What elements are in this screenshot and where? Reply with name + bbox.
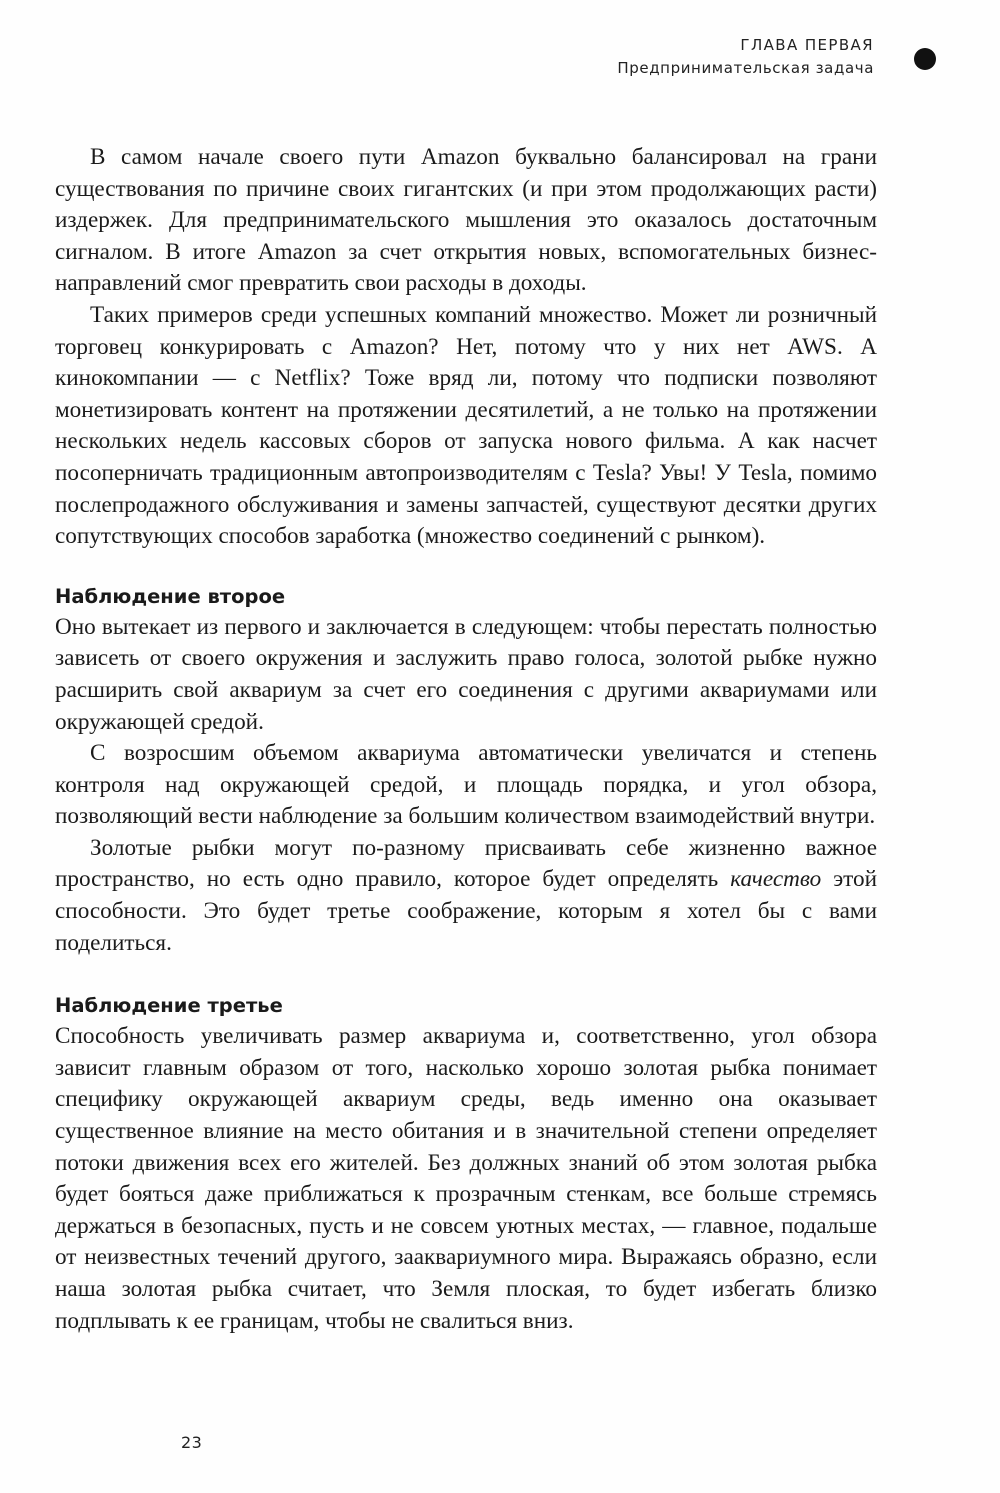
section-heading: Наблюдение третье <box>55 994 283 1018</box>
paragraph: В самом начале своего пути Amazon буквально балансировал на грани существования по причине своих гигантских (и при этом продолжающих расти) издержек. Для предпринимательского мышления это оказалось достаточным сигналом. В итоге Amazon за счет открытия новых, вспомогательных бизнес-направлений смог превратить свои расходы в доходы. <box>55 144 877 297</box>
paragraph: Оно вытекает из первого и заключается в следующем: чтобы перестать полностью зависеть от своего окружения и заслужить право голоса, золотой рыбке нужно расширить свой аквариум за счет его соединения с другими аквариумами или окружающей средой. <box>55 613 877 735</box>
paragraph <box>55 833 877 959</box>
page-number: 23 <box>181 1433 203 1452</box>
paragraph: Таких примеров среди успешных компаний множество. Может ли розничный торговец конкурировать с Amazon? Нет, потому что у них нет AWS. А кинокомпании — с Netflix? Тоже вряд ли, потому что подписки позволяют монетизировать контент на протяжении десятилетий, а не только на протяжении нескольких недель кассовых сборов от запуска нового фильма. А как насчет посоперничать традиционным автопроизводителям с Tesla? Увы! У Tesla, помимо послепродажного обслуживания и замены запчастей, существуют десятки других сопутствующих способов заработка (множество соединений с рынком). <box>55 301 877 550</box>
chapter-title: ГЛАВА ПЕРВАЯ <box>740 36 874 54</box>
paragraph-text: Золотые рыбки могут по-разному присваивать себе жизненно важное пространство, но есть одно правило, которое будет определять <box>55 834 877 893</box>
paragraph: Способность увеличивать размер аквариума и, соответственно, угол обзора зависит главным образом от того, насколько хорошо золотая рыбка понимает специфику окружающей аквариум среды, ведь именно она оказывает существенное влияние на место обитания и в значительной степени определяет потоки движения всех его жителей. Без должных знаний об этом золотая рыбка будет бояться даже приближаться к прозрачным стенкам, все больше стремясь держаться в безопасных, пусть и не совсем уютных местах, — главное, подальше от неизвестных течений другого, зааквариумного мира. Выражаясь образно, если наша золотая рыбка считает, что Земля плоская, то будет избегать близко подплывать к ее границам, чтобы не свалиться вниз. <box>55 1023 877 1334</box>
emphasis-text: качество <box>730 866 822 893</box>
running-head <box>617 34 874 80</box>
paragraph: С возросшим объемом аквариума автоматически увеличатся и степень контроля над окружающей средой, и площадь порядка, и угол обзора, позволяющий вести наблюдение за большим количеством взаимодействий внутри. <box>55 740 877 830</box>
paragraph-text: этой способности. Это будет третье соображение, которым я хотел бы с вами поделиться. <box>55 866 877 956</box>
chapter-marker-dot <box>914 48 936 70</box>
page-body <box>55 142 877 1337</box>
section-heading: Наблюдение второе <box>55 584 286 608</box>
section-title: Предпринимательская задача <box>617 59 874 77</box>
